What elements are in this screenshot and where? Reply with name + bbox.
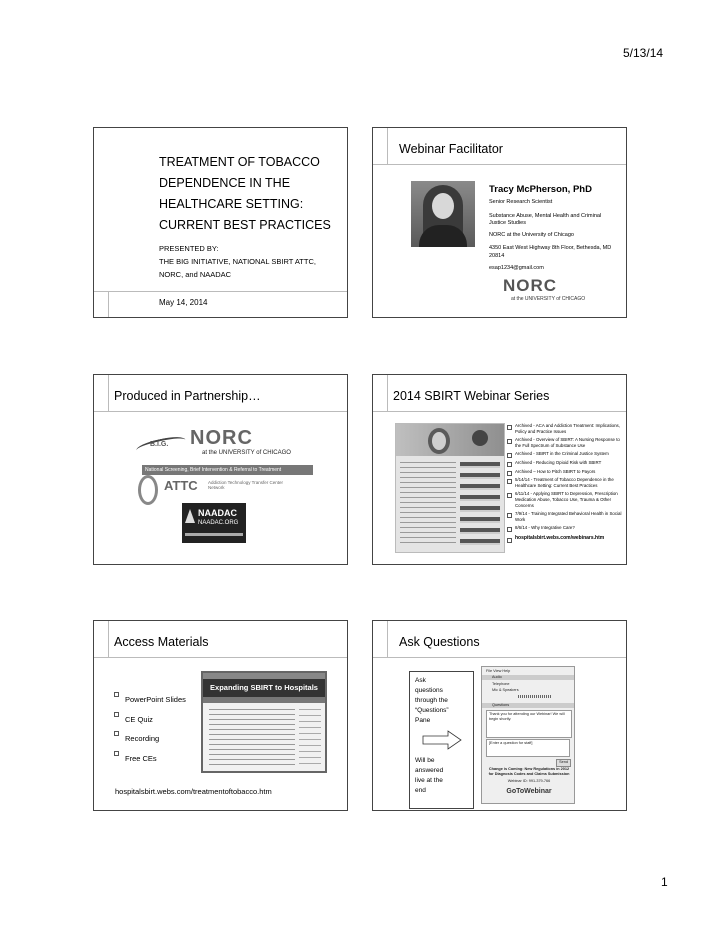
list-item: 6/11/14 - Applying SBIRT to Depression, Prescription Medication Abuse, Tobacco Use, Trauma & Other Concerns [507, 491, 625, 508]
norc-logo: NORC at the UNIVERSITY of CHICAGO [190, 427, 291, 456]
facilitator-org: NORC at the University of Chicago [489, 231, 574, 238]
answer-text: live at the [415, 777, 443, 784]
divider [373, 411, 626, 412]
list-item: CE Quiz [114, 710, 186, 730]
norc-logo: NORC at the UNIVERSITY of CHICAGO [503, 276, 586, 302]
slide-title: Webinar Facilitator [399, 142, 503, 156]
panel-telephone[interactable]: Telephone [492, 682, 510, 686]
title-line: DEPENDENCE IN THE [159, 176, 291, 190]
list-item: 5/14/14 - Treatment of Tobacco Dependence in the Healthcare Setting: Current Best Practices [507, 477, 625, 488]
slide-ask-questions [372, 620, 627, 811]
volume-meter [518, 695, 552, 698]
divider [373, 164, 626, 165]
facilitator-role: Senior Research Scientist [489, 199, 553, 205]
list-item: Archived - Reducing Opioid Risk with SBIRT [507, 460, 625, 466]
list-item: Archived - SBIRT in the Criminal Justice System [507, 451, 625, 457]
slide-title [93, 127, 348, 318]
flyer-thumbnail [395, 423, 505, 553]
slide-date: May 14, 2014 [159, 298, 208, 307]
presenters: NORC, and NAADAC [159, 270, 232, 279]
materials-link[interactable]: hospitalsbirt.webs.com/treatmentoftobacco.htm [115, 787, 272, 796]
title-line: CURRENT BEST PRACTICES [159, 218, 331, 232]
gotowebinar-brand: GoToWebinar [506, 788, 552, 795]
list-item: PowerPoint Slides [114, 690, 186, 710]
gotowebinar-panel [481, 666, 575, 804]
facilitator-dept: Substance Abuse, Mental Health and Criminal Justice Studies [489, 212, 602, 226]
slide-access-materials [93, 620, 348, 811]
question-input[interactable]: [Enter a question for staff] [486, 739, 570, 757]
attc-logo: ATTC Addiction Technology Transfer Center Network [136, 475, 306, 501]
ask-text: questions [415, 687, 443, 694]
list-item: 7/9/14 - Training Integrated Behavioral Health in Social Work [507, 511, 625, 522]
facilitator-name: Tracy McPherson, PhD [489, 184, 592, 195]
title-line: TREATMENT OF TOBACCO [159, 155, 320, 169]
divider [94, 657, 347, 658]
panel-menu[interactable]: File View Help [486, 669, 511, 673]
facilitator-email[interactable]: esap1234@gmail.com [489, 265, 544, 271]
presenters: THE BIG INITIATIVE, NATIONAL SBIRT ATTC, [159, 257, 316, 266]
slide-title: 2014 SBIRT Webinar Series [393, 389, 550, 403]
materials-list [114, 690, 186, 768]
divider [373, 657, 626, 658]
big-logo: B.I.G. [136, 433, 188, 457]
divider [387, 128, 388, 164]
page-date: 5/13/14 [623, 46, 664, 60]
naadac-logo: NAADAC NAADAC.ORG [182, 503, 246, 543]
ask-text: Pane [415, 717, 431, 724]
divider [108, 621, 109, 657]
list-item: 8/6/14 - Why Integrative Care? [507, 525, 625, 531]
ask-text: “Questions” [415, 707, 449, 714]
ask-text: Ask [415, 677, 426, 684]
divider [108, 291, 109, 317]
panel-mic-speakers[interactable]: Mic & Speakers [492, 688, 519, 692]
webinar-list [507, 423, 625, 542]
facilitator-photo [411, 181, 475, 247]
facilitator-address: 4350 East West Highway 8th Floor, Bethesda, MD 20814 [489, 245, 612, 259]
title-line: HEALTHCARE SETTING: [159, 197, 304, 211]
list-item: Free CEs [114, 749, 186, 769]
sbirt-banner: National Screening, Brief Intervention & Referral to Treatment [142, 465, 313, 475]
webinar-id: Webinar ID: 991-379-766 [507, 779, 551, 783]
send-button[interactable]: Send [556, 759, 571, 767]
divider [94, 411, 347, 412]
ask-text: through the [415, 697, 448, 704]
list-item: Archived – How to Pitch SBIRT to Payors [507, 469, 625, 475]
panel-banner: Change is Coming: New Regulations in 2012 for Diagnosis Codes and Claims Submission [488, 767, 570, 776]
answer-text: answered [415, 767, 444, 774]
divider [387, 375, 388, 411]
presented-by-label: PRESENTED BY: [159, 244, 219, 253]
arrow-right-icon [422, 730, 462, 750]
webinars-link[interactable]: hospitalsbirt.webs.com/webinars.htm [507, 536, 625, 542]
answer-text: Will be [415, 757, 435, 764]
panel-audio-header: Audio [492, 675, 502, 679]
slide-title: Produced in Partnership… [114, 389, 261, 403]
slide-title: Ask Questions [399, 635, 480, 649]
divider [108, 375, 109, 411]
page-number: 1 [661, 875, 668, 889]
website-screenshot [201, 671, 327, 773]
slide-partnership [93, 374, 348, 565]
slide-title: Access Materials [114, 635, 209, 649]
callout-box [409, 671, 474, 809]
divider [94, 291, 347, 292]
answer-text: end [415, 787, 426, 794]
slide-webinar-series [372, 374, 627, 565]
list-item: Archived - ACA and Addiction Treatment: Implications, Policy and Practice Issues [507, 423, 625, 434]
screenshot-title: Expanding SBIRT to Hospitals [203, 679, 325, 697]
list-item: Archived - Overview of SBIRT: A Nursing Response to the Full Spectrum of Substance Use [507, 437, 625, 448]
list-item: Recording [114, 729, 186, 749]
divider [387, 621, 388, 657]
slide-facilitator [372, 127, 627, 318]
questions-log: Thank you for attending our Webinar! We will begin shortly. [486, 710, 572, 738]
panel-questions-header: Questions [492, 703, 510, 707]
